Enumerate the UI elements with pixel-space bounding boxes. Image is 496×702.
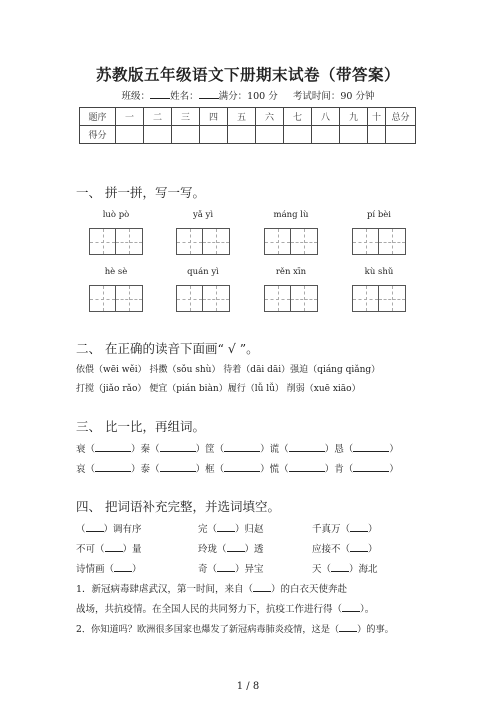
score-cell[interactable]: [172, 126, 200, 144]
section2-title: 二、 在正确的读音下面画“ √ ”。: [76, 341, 259, 356]
name-blank[interactable]: [199, 89, 219, 99]
pinyin-label: pí bèi: [366, 210, 392, 220]
writing-grid[interactable]: [176, 228, 230, 255]
score-header-row: [80, 108, 416, 126]
char: 哀: [76, 464, 86, 475]
idiom-item: 应接不（ ）: [312, 544, 378, 555]
answer-blank[interactable]: [160, 442, 196, 452]
answer-blank[interactable]: [86, 522, 104, 532]
pinyin-label: kù shǔ: [364, 267, 394, 277]
pinyin-label: luò pò: [102, 210, 130, 220]
answer-blank[interactable]: [105, 542, 123, 552]
score-header-cell: 九: [340, 108, 368, 126]
pinyin-label: rěn xīn: [275, 267, 307, 277]
char: 衰: [76, 444, 86, 455]
writing-grid[interactable]: [89, 285, 143, 312]
pinyin-label: quán yì: [187, 267, 219, 277]
answer-blank[interactable]: [217, 522, 235, 532]
score-header-cell: 一: [116, 108, 144, 126]
question-1-line: 战场，共抗疫情。在全国人民的共同努力下，抗疫工作进行得（ ）。: [76, 604, 375, 615]
score-cell[interactable]: [386, 126, 416, 144]
score-cell[interactable]: [200, 126, 228, 144]
writing-grid[interactable]: [352, 285, 406, 312]
idiom-item: 千真万（ ）: [312, 524, 378, 535]
score-header-cell: 四: [200, 108, 228, 126]
idiom-item: 天（ ）海北: [312, 564, 378, 575]
pinyin-label: máng lù: [273, 210, 309, 220]
idiom-item: 玲珑（ ）透: [198, 544, 264, 555]
page-number: 1 / 8: [236, 681, 260, 692]
pinyin-label: hè sè: [104, 267, 128, 277]
compare-row: 哀（ ）泰（ ）框（ ）慌（ ）肯（ ）: [76, 464, 399, 475]
idiom-item: （ ）调有序: [76, 524, 142, 535]
section4-title: 四、 把词语补充完整，并选词填空。: [76, 499, 280, 514]
class-blank[interactable]: [150, 89, 170, 99]
pronunciation-line[interactable]: 打搅（jiǎo rǎo） 便宜（pián biàn）履行（lǚ lǚ） 削弱（xuē xiāo）: [76, 384, 361, 394]
score-cell[interactable]: [116, 126, 144, 144]
score-header-cell: 十: [368, 108, 386, 126]
answer-blank[interactable]: [95, 442, 131, 452]
answer-blank[interactable]: [95, 462, 131, 472]
writing-grid[interactable]: [264, 228, 318, 255]
idiom-row: [76, 521, 378, 535]
writing-grid[interactable]: [352, 228, 406, 255]
answer-blank[interactable]: [289, 462, 325, 472]
score-cell[interactable]: [312, 126, 340, 144]
name-label: 姓名：: [170, 91, 199, 102]
score-cell[interactable]: [228, 126, 256, 144]
score-cell[interactable]: [368, 126, 386, 144]
pinyin-label: yǎ yì: [192, 210, 214, 220]
score-row-label: 得分: [80, 126, 116, 144]
full-score: 满分：100 分: [218, 91, 278, 102]
writing-grid[interactable]: [176, 285, 230, 312]
writing-grid[interactable]: [264, 285, 318, 312]
answer-blank[interactable]: [160, 462, 196, 472]
score-header-cell: 总分: [386, 108, 416, 126]
score-header-cell: 七: [284, 108, 312, 126]
score-cell[interactable]: [256, 126, 284, 144]
char: 秦: [140, 444, 151, 455]
score-header-cell: 八: [312, 108, 340, 126]
answer-blank[interactable]: [339, 622, 357, 632]
score-header-cell: 五: [228, 108, 256, 126]
section3-title: 三、 比一比，再组词。: [76, 419, 205, 434]
answer-blank[interactable]: [331, 562, 349, 572]
answer-blank[interactable]: [353, 462, 389, 472]
char: 框: [205, 464, 215, 475]
char: 泰: [140, 464, 151, 475]
question-1-line: 1．新冠病毒肆虐武汉，第一时间，来自（ ）的白衣天使奔赴: [76, 584, 348, 595]
idiom-item: 诗情画（ ）: [76, 564, 142, 575]
answer-blank[interactable]: [289, 442, 325, 452]
char: 谎: [269, 444, 280, 455]
exam-time: 考试时间：90 分钟: [292, 91, 375, 102]
writing-grid[interactable]: [89, 228, 143, 255]
pronunciation-line[interactable]: 依偎（wēi wěi） 抖擞（sǒu shù） 待着（dāi dāi）强迫（qiáng qiǎng）: [76, 365, 381, 375]
answer-blank[interactable]: [224, 462, 260, 472]
compare-row: 衰（ ）秦（ ）筐（ ）谎（ ）恳（ ）: [76, 444, 399, 455]
score-cell[interactable]: [284, 126, 312, 144]
page-title: 苏教版五年级语文下册期末试卷（带答案）: [95, 65, 400, 84]
idiom-item: 奇（ ）异宝: [198, 564, 264, 575]
idiom-item: 不可（ ）量: [76, 544, 142, 555]
score-header-cell: 三: [172, 108, 200, 126]
score-header-cell: 二: [144, 108, 172, 126]
answer-blank[interactable]: [350, 542, 368, 552]
answer-blank[interactable]: [114, 562, 132, 572]
section1-title: 一、 拼一拼，写一写。: [76, 185, 205, 200]
score-cell[interactable]: [144, 126, 172, 144]
score-header-cell: 题序: [80, 108, 116, 126]
answer-blank[interactable]: [253, 582, 271, 592]
score-cell[interactable]: [340, 126, 368, 144]
answer-blank[interactable]: [224, 442, 260, 452]
idiom-row: [76, 541, 378, 555]
score-header-cell: 六: [256, 108, 284, 126]
answer-blank[interactable]: [217, 562, 235, 572]
answer-blank[interactable]: [353, 442, 389, 452]
score-table: [79, 107, 416, 144]
answer-blank[interactable]: [350, 522, 368, 532]
char: 筐: [205, 444, 215, 455]
char: 恳: [334, 444, 344, 455]
exam-info: [0, 88, 496, 102]
answer-blank[interactable]: [227, 542, 245, 552]
class-label: 班级：: [121, 91, 151, 102]
answer-blank[interactable]: [342, 602, 360, 612]
score-value-row: [80, 126, 416, 144]
idiom-item: 完（ ）归赵: [198, 524, 264, 535]
question-2-line: 2．你知道吗？欧洲很多国家也爆发了新冠病毒肺炎疫情，这是（ ）的事。: [76, 624, 394, 635]
idiom-row: [76, 561, 378, 575]
char: 慌: [269, 464, 280, 475]
char: 肯: [334, 464, 344, 475]
